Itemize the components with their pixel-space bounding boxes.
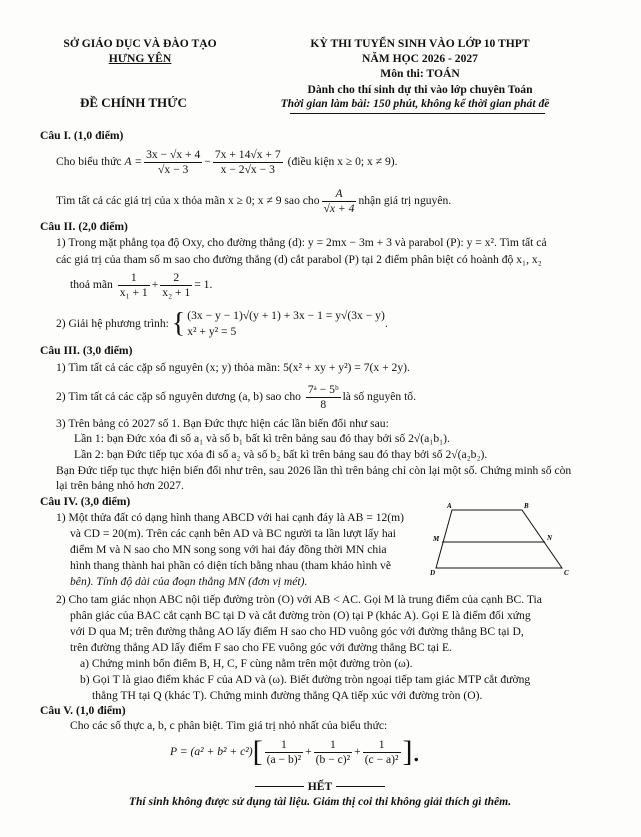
q5-t3-numerator: 1 [363,738,401,752]
q2-cond-pre: thoả mãn [70,278,113,292]
q3-p1: 1) Tìm tất cả các cặp số nguyên (x; y) thỏa mãn: 5(x² + xy + y²) = 7(x + 2y). [56,361,410,374]
q4-p2-line1: 2) Cho tam giác nhọn ABC nội tiếp đường tròn (O) với AB < AC. Gọi M là trung điểm của cạnh BC. Tia [56,593,542,606]
q1-fraction-1 [144,148,202,176]
fig-label-a: A [447,502,452,510]
end-marker [255,781,385,793]
q2-f2-numerator: 2 [160,271,192,285]
end-text: HẾT [307,780,333,793]
q2-fraction-1 [118,271,150,299]
footer-note: Thí sinh không được sử dụng tài liệu. Giám thị coi thi không giải thích gì thêm. [128,795,512,808]
q2-f1-denominator: x₁ + 1 [119,285,148,299]
fig-label-n: N [547,534,553,542]
q2-p1-line1: 1) Trong mặt phẳng tọa độ Oxy, cho đường thẳng (d): y = 2mx − 3m + 3 và parabol (P): y = x². Tìm tất cả [56,236,547,249]
q1-intro: Cho biểu thức [56,155,122,169]
q4-p1-line2: và CD = 20(m). Trên các cạnh bên AD và BC người ta lần lượt lấy hai [70,527,396,540]
q5-t1-numerator: 1 [265,738,303,752]
q4-p1-line3: điểm M và N sao cho MN song song với hai đáy đồng thời MN chia [70,543,387,556]
fig-label-b: B [524,502,529,510]
q4-p2-line2: phân giác của BAC cắt cạnh BC tại D và cắt đường tròn (O) tại P (khác A). Gọi E là điểm đối xứng [70,609,531,622]
q1-task-numerator: A [322,187,357,201]
q4-p2-a: a) Chứng minh bốn điểm B, H, C, F cùng nằm trên một đường tròn (ω). [80,657,413,670]
official-stamp-text: ĐỀ CHÍNH THỨC [80,95,187,110]
q5-plus-2: + [354,745,361,759]
q2-f1-numerator: 1 [118,271,150,285]
q1-condition: (điều kiện x ≥ 0; x ≠ 9). [287,155,398,169]
department-name: SỞ GIÁO DỤC VÀ ĐÀO TẠO [63,37,217,50]
q4-p2-b-line1: b) Gọi T là giao điểm khác F của AD và (ω). Biết đường tròn ngoại tiếp tam giác MTP cắt đường [80,673,531,686]
q5-plus-1: + [305,745,312,759]
q1-task-fraction [322,187,357,215]
system-brace: { [171,308,186,339]
q3-denominator: 8 [320,397,327,411]
q1-f1-denominator: √x − 3 [158,162,189,176]
q1-minus: − [204,155,211,169]
q1-fraction-2 [213,148,283,176]
q3-fraction [306,383,341,411]
q4-p1-line1: 1) Một thửa đất có dạng hình thang ABCD với hai cạnh đáy là AB = 12(m) [56,511,405,524]
trapezoid-outline [436,510,562,568]
school-year: NĂM HỌC 2026 - 2027 [362,52,478,65]
q1-task-post: nhận giá trị nguyên. [358,194,452,208]
audience-line: Dành cho thí sinh dự thi vào lớp chuyên Toán [307,83,533,96]
q2-heading: Câu II. (2,0 điểm) [40,220,128,233]
q1-task-denominator: √x + 4 [323,201,355,215]
q5-intro: Cho các số thực a, b, c phân biệt. Tìm giá trị nhỏ nhất của biểu thức: [70,719,388,732]
q2-p2 [56,307,388,341]
q5-heading: Câu V. (1,0 điểm) [40,704,126,717]
q2-eq1: (3x − y − 1)√(y + 1) + 3x − 1 = y√(3x − y) [187,308,385,322]
end-line-left [255,786,304,787]
q2-p1-line2: các giá trị của tham số m sao cho đường thẳng (d) cắt parabol (P) tại 2 điểm phân biệt có hoành độ x₁, x₂ [56,253,542,266]
q3-heading: Câu III. (3,0 điểm) [40,344,133,357]
q4-heading: Câu IV. (3,0 điểm) [40,495,131,508]
province-name: HƯNG YÊN [108,52,172,65]
q1-f1-numerator: 3x − √x + 4 [146,148,201,162]
q1-f2-denominator: x − 2√x − 3 [220,162,275,176]
q2-p1-condition [70,268,212,302]
q2-fraction-2 [160,271,192,299]
q2-plus: + [151,278,159,292]
end-line-right [336,786,385,787]
duration-line: Thời gian làm bài: 150 phút, không kể thời gian phát đề [280,97,550,110]
q3-p3-line5: lại trên bảng nhỏ hơn 2027. [56,479,184,492]
q2-f2-denominator: x₂ + 1 [162,285,191,299]
trapezoid-figure [430,498,590,578]
q2-p2-pre: 2) Giải hệ phương trình: [56,317,169,331]
q5-term-1 [265,738,303,766]
q3-p2-post: là số nguyên tố. [342,390,416,404]
q3-p2 [56,380,416,414]
subject-line: Môn thi: TOÁN [380,67,460,80]
q5-term-3 [363,738,401,766]
q3-p3-step1: Lần 1: bạn Đức xóa đi số a₁ và số b₁ bất kì trên bảng sau đó thay bởi số 2√(a₁b₁). [74,432,450,445]
fig-label-c: C [564,569,569,577]
q5-lhs: P = (a² + b² + c²) [170,745,253,759]
q4-p2-b-line2: thẳng TH tại Q (khác T). Chứng minh đường thẳng QA tiếp xúc với đường tròn (O). [92,689,483,702]
fig-label-m: M [433,535,440,543]
q1-task [56,184,451,218]
q1-f2-numerator: 7x + 14√x + 7 [214,148,281,162]
q2-cond-post: = 1. [194,278,213,292]
q3-p2-pre: 2) Tìm tất cả các cặp số nguyên dương (a, b) sao cho [56,390,301,404]
q5-term-2 [314,738,352,766]
exam-title: KỲ THI TUYỂN SINH VÀO LỚP 10 THPT [310,37,530,50]
q3-p3-line4: Bạn Đức tiếp tục thực hiện biến đổi như trên, sau 2026 lần thì trên bảng chỉ còn lại một số. Chứng minh số còn [56,464,572,477]
q1-expr-lhs: A = [124,155,143,169]
q4-p1-line4: hình thang thành hai phần có diện tích bằng nhau (tham khảo hình vẽ [70,559,392,572]
q1-heading: Câu I. (1,0 điểm) [40,129,124,142]
q5-t2-numerator: 1 [314,738,352,752]
q2-system [187,308,385,340]
q1-expression [56,145,398,179]
q4-p2-line4: trên đường thẳng AD lấy điểm F sao cho FE vuông góc với đường thẳng BC tại E. [70,641,452,654]
q3-p3-step2: Lần 2: bạn Đức tiếp tục xóa đi số a₂ và số b₂ bất kì trên bảng sau đó thay bởi số 2√(a₂b₂). [74,448,488,461]
q5-expression [170,732,420,772]
q5-right-bracket: ]. [402,735,421,768]
q3-numerator: 7ᵃ − 5ᵇ [307,383,339,397]
q5-t2-denominator: (b − c)² [315,752,351,766]
header-divider [290,113,545,114]
q4-p1-line5: bên). Tính độ dài của đoạn thẳng MN (đơn vị mét). [70,575,308,588]
q5-left-bracket: [ [252,735,263,768]
q2-eq2: x² + y² = 5 [187,325,237,338]
q3-p3-line1: 3) Trên bảng có 2027 số 1. Bạn Đức thực hiện các lần biến đổi như sau: [56,417,389,430]
fig-label-d: D [430,569,436,577]
q5-t3-denominator: (c − a)² [364,752,399,766]
q1-task-pre: Tìm tất cả các giá trị của x thỏa mãn x ≥ 0; x ≠ 9 sao cho [56,194,320,208]
q5-t1-denominator: (a − b)² [266,752,302,766]
q4-p2-line3: với D qua M; trên đường thẳng AO lấy điểm H sao cho HD vuông góc với đường thẳng BC tại D, [70,625,524,638]
q2-p2-end: . [384,317,388,331]
